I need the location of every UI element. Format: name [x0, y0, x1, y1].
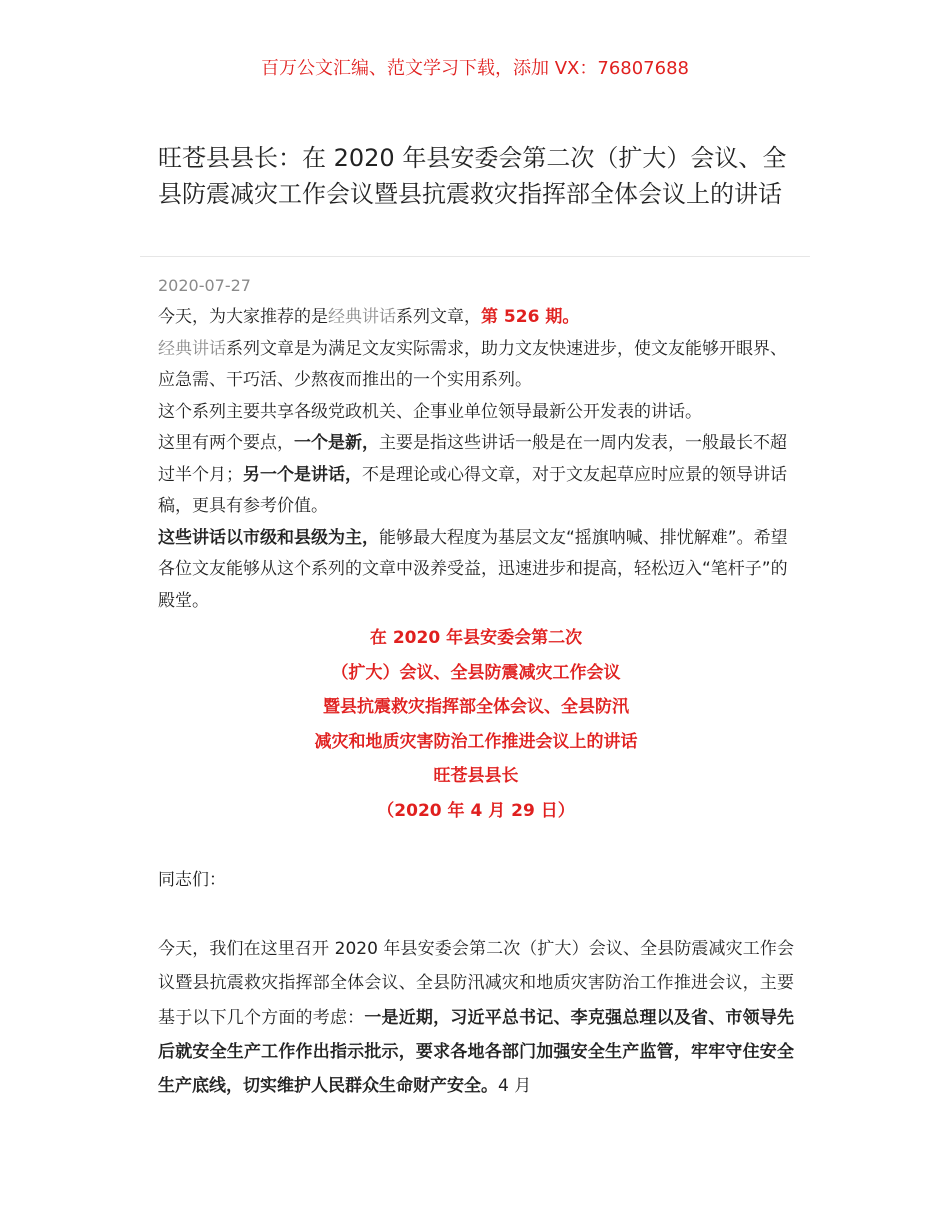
speech-date: （2020 年 4 月 29 日）: [377, 800, 575, 821]
series-intro: [158, 302, 794, 617]
speech-heading-line: 在 2020 年县安委会第二次: [369, 628, 583, 648]
intro-paragraph-5: [158, 523, 794, 618]
speech-heading-line: 减灾和地质灾害防治工作推进会议上的讲话: [314, 731, 638, 752]
intro-paragraph-2: [158, 334, 794, 397]
key-point: 一个是新，: [294, 433, 379, 453]
intro-paragraph-3: 这个系列主要共享各级党政机关、企事业单位领导最新公开发表的讲话。: [158, 401, 702, 422]
body-paragraph: [158, 932, 794, 1103]
emphasis-text: 一是近期，习近平总书记、李克强总理以及省、市领导先后就安全生产工作作出指示批示，要求各地各部门加强安全生产监管，牢牢守住安全生产底线，切实维护人民群众生命财产安全。: [158, 1007, 795, 1097]
series-name: 经典讲话: [158, 338, 226, 359]
issue-number: 第 526 期。: [481, 307, 580, 327]
promo-banner: 百万公文汇编、范文学习下载，添加 VX：76807688: [261, 58, 689, 79]
key-point: 另一个是讲话，: [243, 464, 362, 485]
intro-text: 这里有两个要点，: [158, 433, 294, 453]
body-text: 今天，我们在这里召开 2020 年县安委会第二次（扩大）会议、全县防震减灾工作会议暨县抗震救灾指挥部全体会议、全县防汛减灾和地质灾害防治工作推进会议，主要基于以下几个方面的考虑：: [158, 939, 794, 1028]
intro-paragraph-1: [158, 302, 794, 334]
speech-heading-line: 暨县抗震救灾指挥部全体会议、全县防汛: [323, 697, 629, 718]
speech-heading: [158, 621, 794, 829]
article-title: 旺苍县县长：在 2020 年县安委会第二次（扩大）会议、全县防震减灾工作会议暨县抗震救灾指挥部全体会议上的讲话: [158, 144, 787, 208]
publish-date: 2020-07-27: [158, 276, 251, 295]
intro-text: 主要是指这些讲话一般是在一周内发表，一般最长不超过半个月；: [158, 433, 787, 485]
body-paragraph-1: [158, 932, 794, 1103]
title-divider: [140, 256, 810, 257]
speaker-title: 旺苍县县长: [433, 766, 519, 787]
series-name: 经典讲话: [328, 307, 396, 327]
intro-text: 系列文章，: [396, 307, 481, 327]
speech-heading-line: （扩大）会议、全县防震减灾工作会议: [331, 662, 621, 683]
intro-text: 系列文章是为满足文友实际需求，助力文友快速进步，使文友能够开眼界、应急需、干巧活、少熬夜而推出的一个实用系列。: [158, 338, 787, 390]
key-point: 这些讲话以市级和县级为主，: [158, 527, 379, 548]
intro-text: 能够最大程度为基层文友“摇旗呐喊、排忧解难”。希望各位文友能够从这个系列的文章中汲养受益，迅速进步和提高，轻松迈入“笔杆子”的殿堂。: [158, 527, 788, 611]
salutation: 同志们：: [158, 870, 226, 890]
body-text: 4 月: [498, 1076, 532, 1097]
intro-text: 今天，为大家推荐的是: [158, 307, 328, 327]
intro-paragraph-4: [158, 428, 794, 523]
intro-text: 不是理论或心得文章，对于文友起草应时应景的领导讲话稿，更具有参考价值。: [158, 464, 787, 516]
